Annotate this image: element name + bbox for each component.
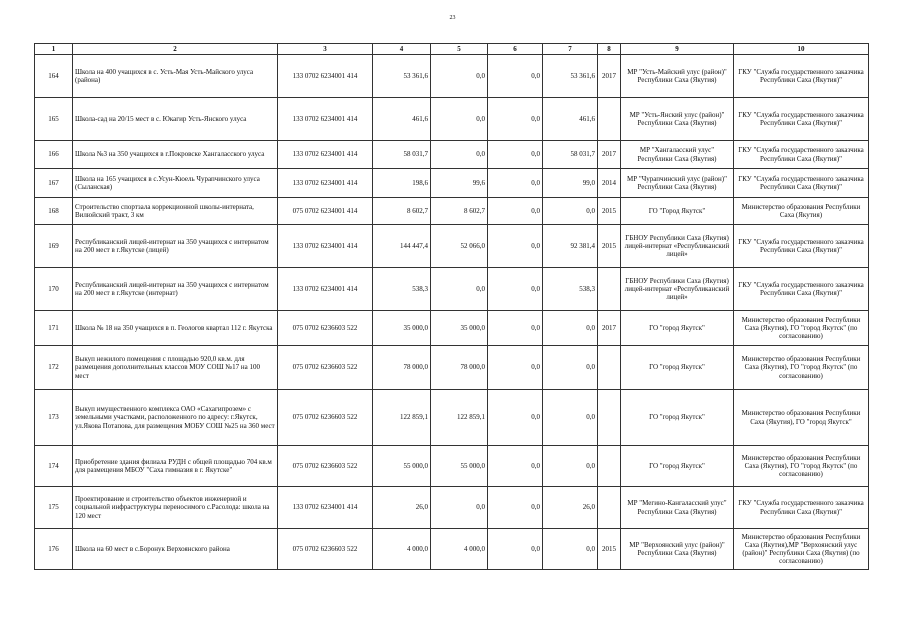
- table-row: [35, 225, 869, 268]
- amount-col5: 8 602,7: [431, 198, 488, 225]
- object-name: Проектирование и строительство объектов инженерной и социальной инфраструктуры переносимого с.Расолода: школа на 120 мест: [73, 487, 278, 529]
- amount-col5: 55 000,0: [431, 446, 488, 487]
- executor: ГО "город Якутск": [621, 390, 734, 446]
- row-number: 175: [35, 487, 73, 529]
- amount-col7: 0,0: [543, 529, 598, 570]
- header-cell: 9: [621, 44, 734, 55]
- row-number: 169: [35, 225, 73, 268]
- table-row: [35, 529, 869, 570]
- total-amount: 144 447,4: [373, 225, 431, 268]
- budget-code: 133 0702 6234001 414: [278, 169, 373, 198]
- amount-col7: 0,0: [543, 346, 598, 390]
- customer: Министерство образования Республики Саха (Якутия), ГО "город Якутск" (по согласованию): [734, 311, 869, 346]
- table-row: [35, 98, 869, 141]
- amount-col6: 0,0: [488, 446, 543, 487]
- total-amount: 55 000,0: [373, 446, 431, 487]
- budget-code: 075 0702 6236603 522: [278, 529, 373, 570]
- customer: Министерство образования Республики Саха (Якутия), ГО "город Якутск" (по согласованию): [734, 446, 869, 487]
- budget-code: 075 0702 6236603 522: [278, 390, 373, 446]
- amount-col6: 0,0: [488, 346, 543, 390]
- amount-col7: 538,3: [543, 268, 598, 311]
- year: [598, 98, 621, 141]
- header-cell: 4: [373, 44, 431, 55]
- object-name: Республиканский лицей-интернат на 350 учащихся с интернатом на 200 мест в г.Якутске (лицей): [73, 225, 278, 268]
- executor: МР "Усть-Янский улус (район)" Республики Саха (Якутия): [621, 98, 734, 141]
- object-name: Выкуп имущественного комплекса ОАО «Сахагипрозем» с земельными участками, расположенного по адресу: г.Якутск, ул.Якова Потапова, для размещения МОБУ СОШ №25 на 360 мест: [73, 390, 278, 446]
- budget-code: 075 0702 6236603 522: [278, 446, 373, 487]
- customer: ГКУ "Служба государственного заказчика Республики Саха (Якутия)": [734, 225, 869, 268]
- customer: ГКУ "Служба государственного заказчика Республики Саха (Якутия)": [734, 55, 869, 98]
- amount-col5: 35 000,0: [431, 311, 488, 346]
- executor: ГО "город Якутск": [621, 446, 734, 487]
- executor: МР "Мегино-Кангаласский улус" Республики Саха (Якутия): [621, 487, 734, 529]
- table-row: [35, 446, 869, 487]
- header-row: [35, 44, 869, 55]
- amount-col5: 0,0: [431, 141, 488, 169]
- amount-col5: 78 000,0: [431, 346, 488, 390]
- amount-col5: 0,0: [431, 98, 488, 141]
- amount-col7: 26,0: [543, 487, 598, 529]
- year: 2017: [598, 141, 621, 169]
- amount-col7: 0,0: [543, 198, 598, 225]
- header-cell: 10: [734, 44, 869, 55]
- customer: Министерство образования Республики Саха (Якутия), ГО "город Якутск" (по согласованию): [734, 346, 869, 390]
- year: [598, 487, 621, 529]
- total-amount: 4 000,0: [373, 529, 431, 570]
- customer: ГКУ "Служба государственного заказчика Республики Саха (Якутия)": [734, 141, 869, 169]
- amount-col7: 92 381,4: [543, 225, 598, 268]
- amount-col5: 0,0: [431, 55, 488, 98]
- object-name: Строительство спортзала коррекционной школы-интерната, Вилюйский тракт, 3 км: [73, 198, 278, 225]
- header-cell: 7: [543, 44, 598, 55]
- customer: Министерство образования Республики Саха (Якутия), ГО "город Якутск": [734, 390, 869, 446]
- year: 2014: [598, 169, 621, 198]
- table-row: [35, 487, 869, 529]
- total-amount: 35 000,0: [373, 311, 431, 346]
- header-cell: 5: [431, 44, 488, 55]
- amount-col5: 122 859,1: [431, 390, 488, 446]
- total-amount: 58 031,7: [373, 141, 431, 169]
- row-number: 165: [35, 98, 73, 141]
- total-amount: 78 000,0: [373, 346, 431, 390]
- table-row: [35, 141, 869, 169]
- table-row: [35, 169, 869, 198]
- table-row: [35, 55, 869, 98]
- investment-table: [34, 43, 869, 570]
- executor: ГО "город Якутск": [621, 311, 734, 346]
- table-row: [35, 346, 869, 390]
- budget-code: 075 0702 6236603 522: [278, 346, 373, 390]
- budget-code: 133 0702 6234001 414: [278, 487, 373, 529]
- amount-col6: 0,0: [488, 268, 543, 311]
- amount-col6: 0,0: [488, 55, 543, 98]
- page-number: 23: [449, 15, 456, 21]
- total-amount: 53 361,6: [373, 55, 431, 98]
- object-name: Приобретение здания филиала РУДН с общей площадью 704 кв.м для размещения МБОУ "Саха гимназия в г. Якутске": [73, 446, 278, 487]
- object-name: Школа-сад на 20/15 мест в с. Юкагир Усть-Янского улуса: [73, 98, 278, 141]
- table-row: [35, 198, 869, 225]
- budget-code: 133 0702 6234001 414: [278, 225, 373, 268]
- executor: ГО "Город Якутск": [621, 198, 734, 225]
- budget-code: 133 0702 6234001 414: [278, 268, 373, 311]
- year: 2015: [598, 529, 621, 570]
- customer: Министерство образования Республики Саха (Якутия): [734, 198, 869, 225]
- table-row: [35, 311, 869, 346]
- executor: МР "Усть-Майский улус (район)" Республики Саха (Якутия): [621, 55, 734, 98]
- executor: ГБНОУ Республики Саха (Якутия) лицей-интернат «Республиканский лицей»: [621, 268, 734, 311]
- row-number: 171: [35, 311, 73, 346]
- customer: ГКУ "Служба государственного заказчика Республики Саха (Якутия)": [734, 98, 869, 141]
- total-amount: 26,0: [373, 487, 431, 529]
- row-number: 168: [35, 198, 73, 225]
- object-name: Выкуп нежилого помещения с площадью 920,0 кв.м. для размещения дополнительных классов МОУ СОШ №17 на 100 мест: [73, 346, 278, 390]
- amount-col5: 52 066,0: [431, 225, 488, 268]
- object-name: Республиканский лицей-интернат на 350 учащихся с интернатом на 200 мест в г.Якутске (интернат): [73, 268, 278, 311]
- total-amount: 198,6: [373, 169, 431, 198]
- amount-col5: 0,0: [431, 268, 488, 311]
- amount-col7: 58 031,7: [543, 141, 598, 169]
- total-amount: 122 859,1: [373, 390, 431, 446]
- year: 2017: [598, 311, 621, 346]
- row-number: 174: [35, 446, 73, 487]
- amount-col7: 0,0: [543, 390, 598, 446]
- year: 2017: [598, 55, 621, 98]
- budget-code: 133 0702 6234001 414: [278, 141, 373, 169]
- executor: МР "Верхоянский улус (район)" Республики Саха (Якутия): [621, 529, 734, 570]
- customer: Министерство образования Республики Саха (Якутия),МР "Верхоянский улус (район)" Республики Саха (Якутия) (по согласованию): [734, 529, 869, 570]
- amount-col7: 461,6: [543, 98, 598, 141]
- budget-code: 133 0702 6234001 414: [278, 98, 373, 141]
- year: [598, 268, 621, 311]
- executor: МР "Хангаласский улус" Республики Саха (Якутия): [621, 141, 734, 169]
- year: 2015: [598, 225, 621, 268]
- year: [598, 390, 621, 446]
- executor: ГБНОУ Республики Саха (Якутия) лицей-интернат «Республиканский лицей»: [621, 225, 734, 268]
- row-number: 164: [35, 55, 73, 98]
- amount-col7: 53 361,6: [543, 55, 598, 98]
- object-name: Школа №3 на 350 учащихся в г.Покровске Хангаласского улуса: [73, 141, 278, 169]
- header-cell: 3: [278, 44, 373, 55]
- table-row: [35, 390, 869, 446]
- header-cell: 8: [598, 44, 621, 55]
- amount-col5: 99,6: [431, 169, 488, 198]
- row-number: 172: [35, 346, 73, 390]
- object-name: Школа № 18 на 350 учащихся в п. Геологов квартал 112 г. Якутска: [73, 311, 278, 346]
- header-cell: 2: [73, 44, 278, 55]
- amount-col6: 0,0: [488, 487, 543, 529]
- row-number: 166: [35, 141, 73, 169]
- total-amount: 461,6: [373, 98, 431, 141]
- customer: ГКУ "Служба государственного заказчика Республики Саха (Якутия)": [734, 487, 869, 529]
- amount-col7: 99,0: [543, 169, 598, 198]
- executor: ГО "город Якутск": [621, 346, 734, 390]
- table-row: [35, 268, 869, 311]
- amount-col6: 0,0: [488, 390, 543, 446]
- budget-code: 133 0702 6234001 414: [278, 55, 373, 98]
- amount-col6: 0,0: [488, 169, 543, 198]
- header-cell: 1: [35, 44, 73, 55]
- customer: ГКУ "Служба государственного заказчика Республики Саха (Якутия)": [734, 268, 869, 311]
- amount-col6: 0,0: [488, 529, 543, 570]
- total-amount: 8 602,7: [373, 198, 431, 225]
- year: [598, 446, 621, 487]
- amount-col5: 0,0: [431, 487, 488, 529]
- executor: МР "Чурапчинский улус (район)" Республики Саха (Якутия): [621, 169, 734, 198]
- amount-col6: 0,0: [488, 141, 543, 169]
- amount-col6: 0,0: [488, 98, 543, 141]
- row-number: 173: [35, 390, 73, 446]
- customer: ГКУ "Служба государственного заказчика Республики Саха (Якутия)": [734, 169, 869, 198]
- year: [598, 346, 621, 390]
- year: 2015: [598, 198, 621, 225]
- budget-code: 075 0702 6234001 414: [278, 198, 373, 225]
- amount-col7: 0,0: [543, 446, 598, 487]
- total-amount: 538,3: [373, 268, 431, 311]
- row-number: 170: [35, 268, 73, 311]
- amount-col6: 0,0: [488, 311, 543, 346]
- object-name: Школа на 165 учащихся в с.Усун-Кюель Чурапчинского улуса (Сыланская): [73, 169, 278, 198]
- budget-code: 075 0702 6236603 522: [278, 311, 373, 346]
- row-number: 167: [35, 169, 73, 198]
- object-name: Школа на 60 мест в с.Боронук Верхоянского района: [73, 529, 278, 570]
- row-number: 176: [35, 529, 73, 570]
- object-name: Школа на 400 учащихся в с. Усть-Мая Усть-Майского улуса (района): [73, 55, 278, 98]
- amount-col7: 0,0: [543, 311, 598, 346]
- amount-col5: 4 000,0: [431, 529, 488, 570]
- amount-col6: 0,0: [488, 198, 543, 225]
- header-cell: 6: [488, 44, 543, 55]
- amount-col6: 0,0: [488, 225, 543, 268]
